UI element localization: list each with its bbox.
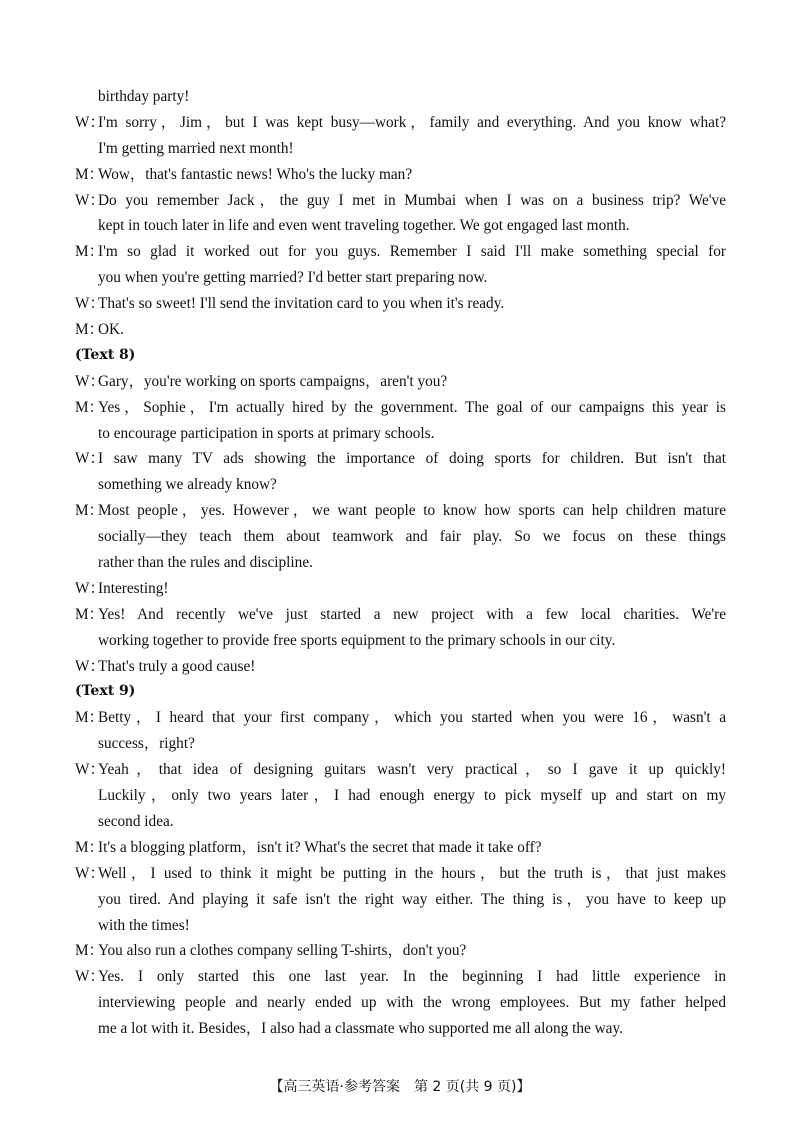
dialogue-turn	[75, 84, 726, 110]
speaker-label: M：	[75, 165, 104, 183]
section-heading: (Text 9)	[75, 683, 136, 700]
text-line: Luckily，only two years later，I had enough energy to pick myself up and start on my	[98, 787, 726, 805]
text-line: Yes，Sophie，I'm actually hired by the government. The goal of our campaigns this year is	[98, 398, 726, 416]
text-line: birthday party!	[98, 88, 190, 105]
text-line: success，right?	[98, 735, 195, 753]
speaker-label: W：	[75, 450, 105, 468]
text-line: I'm getting married next month!	[98, 139, 294, 157]
speaker-label: M：	[75, 605, 104, 623]
text-line: That's truly a good cause!	[98, 657, 256, 675]
text-line: rather than the rules and discipline.	[98, 554, 313, 572]
dialogue-turn	[75, 317, 726, 343]
text-line: something we already know?	[98, 476, 277, 494]
dialogue-turn	[75, 835, 726, 861]
text-line: kept in touch later in life and even went traveling together. We got engaged last month.	[98, 217, 630, 235]
dialogue-turn	[75, 861, 726, 939]
text-line: interviewing people and nearly ended up with the wrong employees. But my father helped	[98, 994, 726, 1012]
text-line: to encourage participation in sports at primary schools.	[98, 424, 435, 442]
text-line: Wow，that's fantastic news! Who's the lucky man?	[98, 165, 413, 183]
text-line: with the times!	[98, 916, 190, 934]
transcript	[75, 84, 726, 1042]
dialogue-turn	[75, 576, 726, 602]
dialogue-turn	[75, 369, 726, 395]
text-line: It's a blogging platform，isn't it? What's the secret that made it take off?	[98, 838, 542, 856]
dialogue-turn	[75, 162, 726, 188]
text-line: you when you're getting married? I'd better start preparing now.	[98, 269, 488, 287]
text-line: Do you remember Jack，the guy I met in Mumbai when I was on a business trip? We've	[98, 191, 726, 209]
dialogue-turn	[75, 110, 726, 162]
text-line: Betty，I heard that your first company，which you started when you were 16，wasn't a	[98, 709, 726, 727]
dialogue-turn	[75, 705, 726, 757]
text-line: I saw many TV ads showing the importance of doing sports for children. But isn't that	[98, 450, 726, 468]
text-line: Interesting!	[98, 579, 169, 597]
text-line: you tired. And playing it safe isn't the right way either. The thing is，you have to keep up	[98, 890, 726, 908]
dialogue-turn	[75, 188, 726, 240]
speaker-label: W：	[75, 372, 105, 390]
dialogue-turn	[75, 654, 726, 680]
dialogue-turn	[75, 239, 726, 291]
dialogue-turn	[75, 446, 726, 498]
dialogue-turn	[75, 938, 726, 964]
speaker-label: M：	[75, 709, 104, 727]
speaker-label: W：	[75, 968, 105, 986]
speaker-label: W：	[75, 113, 105, 131]
text-line: me a lot with it. Besides，I also had a classmate who supported me all along the way.	[98, 1020, 623, 1038]
dialogue-turn	[75, 395, 726, 447]
dialogue-turn	[75, 964, 726, 1042]
speaker-label: W：	[75, 864, 105, 882]
text-line: You also run a clothes company selling T-shirts，don't you?	[98, 942, 467, 960]
dialogue-turn	[75, 757, 726, 835]
speaker-label: M：	[75, 838, 104, 856]
text-line: That's so sweet! I'll send the invitation card to you when it's ready.	[98, 295, 505, 313]
speaker-label: M：	[75, 321, 104, 339]
speaker-label: M：	[75, 502, 104, 520]
text-line: Yes! And recently we've just started a new project with a few local charities. We're	[98, 605, 726, 623]
speaker-label: M：	[75, 243, 104, 261]
text-line: Well，I used to think it might be putting in the hours，but the truth is，that just makes	[98, 864, 726, 882]
speaker-label: W：	[75, 657, 105, 675]
page-footer: 【高三英语·参考答案 第 2 页(共 9 页)】	[269, 1079, 531, 1095]
section-heading: (Text 8)	[75, 346, 136, 363]
text-line: OK.	[98, 321, 124, 339]
speaker-label: W：	[75, 579, 105, 597]
dialogue-turn	[75, 498, 726, 576]
text-line: working together to provide free sports equipment to the primary schools in our city.	[98, 631, 616, 649]
text-line: second idea.	[98, 812, 174, 830]
text-line: Most people，yes. However，we want people to know how sports can help children mature	[98, 502, 726, 520]
speaker-label: W：	[75, 295, 105, 313]
text-line: Gary，you're working on sports campaigns，aren't you?	[98, 372, 448, 390]
text-line: I'm so glad it worked out for you guys. Remember I said I'll make something special for	[98, 243, 726, 261]
speaker-label: M：	[75, 942, 104, 960]
speaker-label: M：	[75, 398, 104, 416]
text-line: Yes. I only started this one last year. In the beginning I had little experience in	[98, 968, 726, 986]
text-line: Yeah，that idea of designing guitars wasn't very practical，so I gave it up quickly!	[98, 761, 726, 779]
dialogue-turn	[75, 291, 726, 317]
text-line: I'm sorry，Jim，but I was kept busy—work，family and everything. And you know what?	[98, 113, 726, 131]
speaker-label: W：	[75, 761, 105, 779]
dialogue-turn	[75, 602, 726, 654]
speaker-label: W：	[75, 191, 105, 209]
text-line: socially—they teach them about teamwork and fair play. So we focus on these things	[98, 528, 726, 546]
